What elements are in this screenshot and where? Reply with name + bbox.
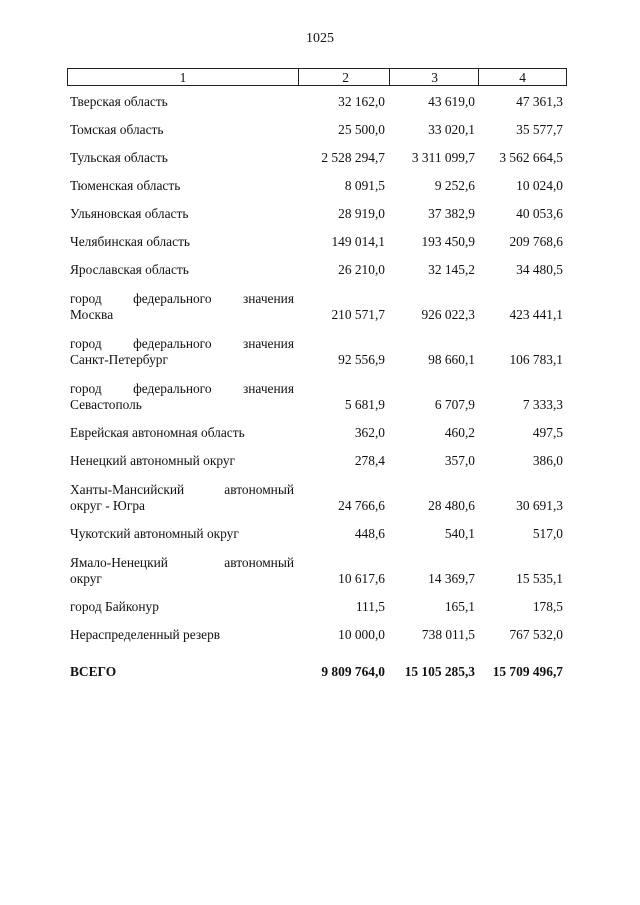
table-row xyxy=(67,555,567,587)
row-value-col-4: 47 361,3 xyxy=(516,94,563,109)
row-name-line-2: округ xyxy=(70,571,102,586)
row-value-col-2: 111,5 xyxy=(355,599,385,614)
row-value-col-4: 7 333,3 xyxy=(522,397,563,412)
row-name: Ненецкий автономный округ xyxy=(70,453,236,468)
row-value-col-3: 926 022,3 xyxy=(421,307,475,322)
row-value-col-3: 357,0 xyxy=(444,453,475,468)
row-name-word: город xyxy=(70,291,102,306)
row-value-col-4: 209 768,6 xyxy=(509,234,563,249)
row-value-col-3: 98 660,1 xyxy=(428,352,475,367)
row-name: Томская область xyxy=(70,122,164,137)
row-name xyxy=(67,381,298,413)
row-name xyxy=(67,482,298,514)
row-value-col-2: 278,4 xyxy=(354,453,385,468)
row-value-col-2: 2 528 294,7 xyxy=(321,150,385,165)
row-value-col-3: 37 382,9 xyxy=(428,206,475,221)
row-name-word: город xyxy=(70,381,102,396)
row-value-col-2: 92 556,9 xyxy=(338,352,385,367)
row-name-word: федерального xyxy=(133,336,212,351)
row-name-line-2: Севастополь xyxy=(70,397,142,412)
table-row xyxy=(67,291,567,323)
row-value-col-2: 10 000,0 xyxy=(338,627,385,642)
table-row xyxy=(67,482,567,514)
row-value-col-2: 25 500,0 xyxy=(338,122,385,137)
row-value-col-3: 460,2 xyxy=(444,425,475,440)
row-name xyxy=(67,555,298,587)
row-value-col-3: 43 619,0 xyxy=(428,94,475,109)
row-value-col-2: 5 681,9 xyxy=(344,397,385,412)
row-value-col-4: 106 783,1 xyxy=(509,352,563,367)
row-name-word: Ханты-Мансийский xyxy=(70,482,185,497)
row-value-col-4: 517,0 xyxy=(532,526,563,541)
row-value-col-3: 28 480,6 xyxy=(428,498,475,513)
row-value-col-4: 15 535,1 xyxy=(516,571,563,586)
table-row xyxy=(67,526,567,542)
page-number: 1025 xyxy=(306,31,334,46)
row-name: Тюменская область xyxy=(70,178,181,193)
row-name-word: город xyxy=(70,336,102,351)
total-value-col-3: 15 105 285,3 xyxy=(404,664,475,679)
table-body xyxy=(67,94,567,680)
row-value-col-3: 3 311 099,7 xyxy=(411,150,475,165)
row-name-line-1 xyxy=(70,336,294,352)
row-value-col-2: 362,0 xyxy=(354,425,385,440)
row-value-col-3: 33 020,1 xyxy=(428,122,475,137)
row-name-line-2: округ - Югра xyxy=(70,498,145,513)
row-name-line-2: Москва xyxy=(70,307,114,322)
header-col-4: 4 xyxy=(519,70,526,85)
row-value-col-3: 738 011,5 xyxy=(421,627,475,642)
row-value-col-2: 210 571,7 xyxy=(331,307,385,322)
row-name-word: автономный xyxy=(224,482,294,497)
row-value-col-2: 26 210,0 xyxy=(338,262,385,277)
row-name-word: значения xyxy=(242,381,294,396)
table-row xyxy=(67,599,567,615)
row-value-col-2: 32 162,0 xyxy=(338,94,385,109)
header-col-1: 1 xyxy=(68,69,299,85)
row-value-col-2: 24 766,6 xyxy=(338,498,385,513)
header-col-2: 2 xyxy=(299,69,390,85)
row-name: Тульская область xyxy=(70,150,168,165)
budget-table xyxy=(67,68,567,680)
row-value-col-3: 32 145,2 xyxy=(428,262,475,277)
header-col-3: 3 xyxy=(390,69,479,85)
row-value-col-4: 423 441,1 xyxy=(509,307,563,322)
row-value-col-4: 30 691,3 xyxy=(516,498,563,513)
row-name: Нераспределенный резерв xyxy=(70,627,221,642)
row-name-line-1 xyxy=(70,291,294,307)
row-value-col-4: 386,0 xyxy=(532,453,563,468)
row-value-col-2: 149 014,1 xyxy=(331,234,385,249)
row-value-col-4: 178,5 xyxy=(532,599,563,614)
row-name-word: Ямало-Ненецкий xyxy=(70,555,168,570)
row-value-col-2: 28 919,0 xyxy=(338,206,385,221)
row-value-col-2: 10 617,6 xyxy=(338,571,385,586)
row-name: Ярославская область xyxy=(70,262,189,277)
row-value-col-3: 14 369,7 xyxy=(428,571,475,586)
table-row xyxy=(67,94,567,110)
row-name: Ульяновская область xyxy=(70,206,189,221)
row-value-col-4: 40 053,6 xyxy=(516,206,563,221)
table-row xyxy=(67,234,567,250)
row-name: Чукотский автономный округ xyxy=(70,526,239,541)
row-name: город Байконур xyxy=(70,599,159,614)
row-value-col-3: 165,1 xyxy=(444,599,475,614)
total-label: ВСЕГО xyxy=(70,664,117,679)
row-name-word: федерального xyxy=(133,291,212,306)
table-row xyxy=(67,336,567,368)
row-name-word: автономный xyxy=(224,555,294,570)
total-row xyxy=(67,664,567,680)
table-header xyxy=(67,68,567,86)
row-value-col-4: 10 024,0 xyxy=(516,178,563,193)
row-name-line-1 xyxy=(70,482,294,498)
row-name-word: значения xyxy=(242,291,294,306)
row-value-col-3: 9 252,6 xyxy=(434,178,475,193)
row-value-col-4: 35 577,7 xyxy=(516,122,563,137)
table-row xyxy=(67,627,567,643)
row-name: Еврейская автономная область xyxy=(70,425,245,440)
row-name-word: значения xyxy=(242,336,294,351)
table-row xyxy=(67,381,567,413)
row-name: Челябинская область xyxy=(70,234,191,249)
row-value-col-3: 193 450,9 xyxy=(421,234,475,249)
total-value-col-2: 9 809 764,0 xyxy=(321,664,385,679)
row-name-line-1 xyxy=(70,381,294,397)
table-row xyxy=(67,453,567,469)
total-value-col-4: 15 709 496,7 xyxy=(492,664,563,679)
row-value-col-3: 540,1 xyxy=(444,526,475,541)
table-row xyxy=(67,150,567,166)
table-row xyxy=(67,178,567,194)
table-row xyxy=(67,122,567,138)
row-name xyxy=(67,291,298,323)
row-value-col-4: 767 532,0 xyxy=(509,627,563,642)
row-name: Тверская область xyxy=(70,94,168,109)
row-value-col-3: 6 707,9 xyxy=(434,397,475,412)
row-value-col-2: 448,6 xyxy=(354,526,385,541)
row-name-line-1 xyxy=(70,555,294,571)
row-name xyxy=(67,336,298,368)
row-value-col-4: 3 562 664,5 xyxy=(499,150,563,165)
table-row xyxy=(67,206,567,222)
row-value-col-4: 497,5 xyxy=(532,425,563,440)
table-row xyxy=(67,425,567,441)
row-value-col-2: 8 091,5 xyxy=(344,178,385,193)
row-value-col-4: 34 480,5 xyxy=(516,262,563,277)
table-row xyxy=(67,262,567,278)
row-name-line-2: Санкт-Петербург xyxy=(70,352,168,367)
row-name-word: федерального xyxy=(133,381,212,396)
